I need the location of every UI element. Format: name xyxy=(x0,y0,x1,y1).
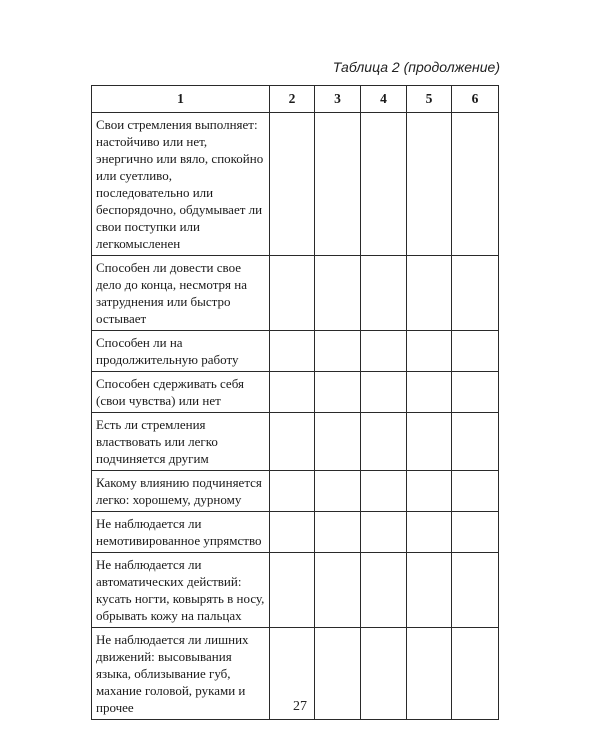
criterion-cell: Не наблюдается ли лишних движений: высовывания языка, облизывание губ, махание головой, руками и прочее xyxy=(92,628,270,720)
rating-cell xyxy=(315,553,361,628)
column-header: 2 xyxy=(270,86,315,113)
rating-cell xyxy=(270,512,315,553)
table-caption: Таблица 2 (продолжение) xyxy=(332,59,500,75)
rating-cell xyxy=(270,113,315,256)
criterion-cell: Свои стремления выполняет: настойчиво или нет, энергично или вяло, спокойно или суетливо, последовательно или беспорядочно, обдумывает ли свои поступки или легкомысленен xyxy=(92,113,270,256)
rating-cell xyxy=(361,512,407,553)
rating-cell xyxy=(452,553,499,628)
rating-cell xyxy=(315,512,361,553)
rating-cell xyxy=(407,471,452,512)
rating-cell xyxy=(452,372,499,413)
rating-cell xyxy=(407,331,452,372)
rating-cell xyxy=(407,413,452,471)
rating-cell xyxy=(407,372,452,413)
column-header: 3 xyxy=(315,86,361,113)
table-row xyxy=(92,471,499,512)
table-row xyxy=(92,512,499,553)
rating-cell xyxy=(452,256,499,331)
rating-cell xyxy=(407,113,452,256)
rating-cell xyxy=(315,331,361,372)
criterion-cell: Есть ли стремления властвовать или легко подчиняется другим xyxy=(92,413,270,471)
table-row xyxy=(92,372,499,413)
rating-cell xyxy=(270,256,315,331)
rating-cell xyxy=(270,471,315,512)
rating-cell xyxy=(452,413,499,471)
rating-cell xyxy=(361,256,407,331)
criterion-cell: Не наблюдается ли автоматических действий: кусать ногти, ковырять в носу, обрывать кожу на пальцах xyxy=(92,553,270,628)
rating-cell xyxy=(315,372,361,413)
rating-cell xyxy=(361,471,407,512)
column-header: 6 xyxy=(452,86,499,113)
table-row xyxy=(92,553,499,628)
rating-cell xyxy=(315,471,361,512)
table-row xyxy=(92,331,499,372)
column-header: 1 xyxy=(92,86,270,113)
rating-cell xyxy=(270,553,315,628)
rating-cell xyxy=(452,512,499,553)
criterion-cell: Способен ли на продолжительную работу xyxy=(92,331,270,372)
rating-cell xyxy=(270,372,315,413)
rating-cell xyxy=(315,113,361,256)
table-row xyxy=(92,413,499,471)
column-header: 4 xyxy=(361,86,407,113)
rating-cell xyxy=(361,113,407,256)
criterion-cell: Способен сдерживать себя (свои чувства) или нет xyxy=(92,372,270,413)
criterion-cell: Какому влиянию подчиняется легко: хорошему, дурному xyxy=(92,471,270,512)
assessment-table xyxy=(91,85,499,720)
rating-cell xyxy=(315,413,361,471)
page-number: 27 xyxy=(293,699,307,714)
rating-cell xyxy=(452,331,499,372)
rating-cell xyxy=(452,113,499,256)
table-row xyxy=(92,256,499,331)
rating-cell xyxy=(407,512,452,553)
rating-cell xyxy=(452,471,499,512)
table-row xyxy=(92,113,499,256)
rating-cell xyxy=(361,331,407,372)
column-header: 5 xyxy=(407,86,452,113)
criterion-cell: Способен ли довести свое дело до конца, несмотря на затруднения или быстро остывает xyxy=(92,256,270,331)
rating-cell xyxy=(407,553,452,628)
rating-cell xyxy=(315,256,361,331)
rating-cell xyxy=(407,256,452,331)
rating-cell xyxy=(361,372,407,413)
rating-cell xyxy=(270,413,315,471)
rating-cell xyxy=(361,413,407,471)
rating-cell xyxy=(361,553,407,628)
header-row xyxy=(92,86,499,113)
rating-cell xyxy=(270,331,315,372)
criterion-cell: Не наблюдается ли немотивированное упрямство xyxy=(92,512,270,553)
